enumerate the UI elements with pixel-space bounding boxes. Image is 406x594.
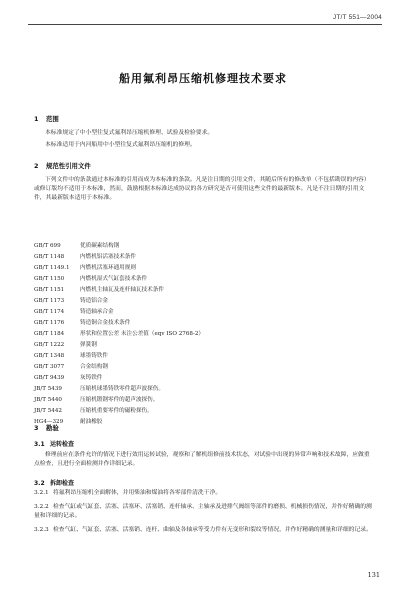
reference-item — [34, 417, 374, 428]
subsection-3-1-number: 3.1 — [34, 441, 45, 448]
reference-title: 铸造铝合金 — [80, 298, 108, 304]
reference-code: GB/T 1222 — [34, 342, 65, 348]
reference-item — [34, 384, 374, 395]
reference-code: JB/T 5440 — [34, 397, 62, 403]
reference-item — [34, 351, 374, 362]
reference-code: GB/T 699 — [34, 243, 61, 249]
reference-code: JB/T 5442 — [34, 408, 62, 414]
reference-item — [34, 406, 374, 417]
section-1-line-1: 本标准规定了中小型往复式氟利昂压缩机修理、试验及检验要求。 — [45, 130, 214, 136]
section-3-title: 勘验 — [46, 424, 59, 432]
section-3-heading — [34, 423, 59, 432]
reference-title: 弹簧钢 — [80, 342, 97, 348]
reference-code: GB/T 1173 — [34, 298, 65, 304]
reference-title: 铸造铜合金技术条件 — [80, 320, 131, 326]
reference-title: 灰铸铁件 — [80, 375, 103, 381]
reference-item — [34, 362, 374, 373]
section-2-title: 规范性引用文件 — [46, 162, 91, 170]
subsection-3-1-title: 运转检查 — [50, 441, 75, 448]
page-number: 131 — [367, 571, 380, 579]
subsection-3-2-heading — [34, 478, 74, 487]
reference-item — [34, 329, 374, 340]
reference-title: 内燃机铝活塞技术条件 — [80, 254, 136, 260]
reference-title: 压缩机重要零件的磁粉探伤。 — [80, 408, 153, 414]
section-2-number: 2 — [34, 162, 39, 170]
reference-code: GB/T 1148 — [34, 254, 65, 260]
reference-item — [34, 252, 374, 263]
reference-title: 形状和位置公差 未注公差值（eqv ISO 2768-2） — [80, 331, 205, 337]
section-1-title: 范围 — [46, 115, 59, 123]
reference-code: GB/T 1348 — [34, 353, 65, 359]
subsection-3-1-text: 修理前应在条件允许的情况下进行效用运转试验，观察和了解机组修前技术状态，对试验中出现的异常声响和技术故障，应做重点检查，且进行全面检测并作详细记录。 — [34, 452, 370, 468]
reference-code: GB/T 3077 — [34, 364, 65, 370]
reference-code: GB/T 1151 — [34, 287, 65, 293]
reference-item — [34, 274, 374, 285]
reference-code: GB/T 1174 — [34, 309, 65, 315]
section-1-line-2: 本标准适用于内河船用中小型往复式氟利昂压缩机的修理。 — [45, 142, 196, 148]
reference-item — [34, 263, 374, 274]
clause-text: 检查气缸或气缸套、活塞、活塞环、活塞销、连杆轴承、主轴承及进排气阀组等部件的磨损、机械损伤情况，并作好精确的测量和详细的记录。 — [34, 504, 372, 520]
reference-title: 内燃机湿式气缸套技术条件 — [80, 276, 148, 282]
clause-number: 3.2.3 — [34, 527, 49, 533]
reference-code: GB/T 9439 — [34, 375, 65, 381]
section-1-number: 1 — [34, 115, 39, 123]
reference-item — [34, 318, 374, 329]
subsection-3-1-heading — [34, 439, 74, 448]
header-rule — [28, 24, 382, 25]
reference-item — [34, 340, 374, 351]
reference-item — [34, 285, 374, 296]
reference-title: 内燃机主轴瓦及连杆轴瓦技术条件 — [80, 287, 164, 293]
section-1-heading — [34, 114, 59, 123]
clause-3-2-3 — [34, 526, 374, 535]
reference-list — [34, 241, 374, 428]
subsection-3-2-number: 3.2 — [34, 480, 45, 487]
reference-code: GB/T 1176 — [34, 320, 65, 326]
reference-title: 球墨铸铁件 — [80, 353, 108, 359]
clause-text: 检查气缸、气缸套、活塞、活塞销、连杆、曲轴及各轴承等受力件有无变形和裂纹等情况，并作好精确的测量和详细的记录。 — [53, 527, 372, 533]
standard-code: JT/T 551—2004 — [332, 14, 382, 21]
reference-code: GB/T 1150 — [34, 276, 65, 282]
document-title: 船用氟利昂压缩机修理技术要求 — [119, 72, 287, 85]
reference-title: 耐油橡胶 — [80, 419, 103, 425]
clause-3-2-1 — [34, 489, 374, 498]
reference-item — [34, 307, 374, 318]
clause-3-2-2 — [34, 503, 374, 521]
reference-title: 压缩机球墨铸铁零件超声波探伤。 — [80, 386, 164, 392]
reference-item — [34, 373, 374, 384]
reference-code: GB/T 1149.1 — [34, 265, 70, 271]
reference-title: 合金结构钢 — [80, 364, 108, 370]
subsection-3-2-title: 拆卸检查 — [50, 480, 75, 487]
reference-code: GB/T 1184 — [34, 331, 65, 337]
reference-title: 铸造轴承合金 — [80, 309, 114, 315]
reference-code: HG4—329 — [34, 419, 64, 425]
reference-title: 内燃机活塞环通用规则 — [80, 265, 136, 271]
reference-item — [34, 395, 374, 406]
section-3-number: 3 — [34, 424, 39, 432]
section-2-intro: 下列文件中的条款通过本标准的引用而成为本标准的条款。凡是注日期的引用文件，其随后所有的修改单（不包括勘误的内容）或修订版均不适用于本标准，然而，鼓励根据本标准达成协议的各方研究是否可使用这些文件的最新版本。凡是不注日期的引用文件，其最新版本适用于本标准。 — [34, 177, 370, 202]
section-2-heading — [34, 161, 91, 170]
reference-item — [34, 241, 374, 252]
clause-number: 3.2.2 — [34, 504, 49, 510]
reference-item — [34, 296, 374, 307]
clause-text: 将氟利昂压缩机全面解体，并用柴油和煤油将各零部件清洗干净。 — [53, 490, 222, 496]
reference-code: JB/T 5439 — [34, 386, 62, 392]
clause-number: 3.2.1 — [34, 490, 49, 496]
reference-title: 压缩机锻钢零件的超声波探伤。 — [80, 397, 159, 403]
reference-title: 优质碳素结构钢 — [80, 243, 120, 249]
